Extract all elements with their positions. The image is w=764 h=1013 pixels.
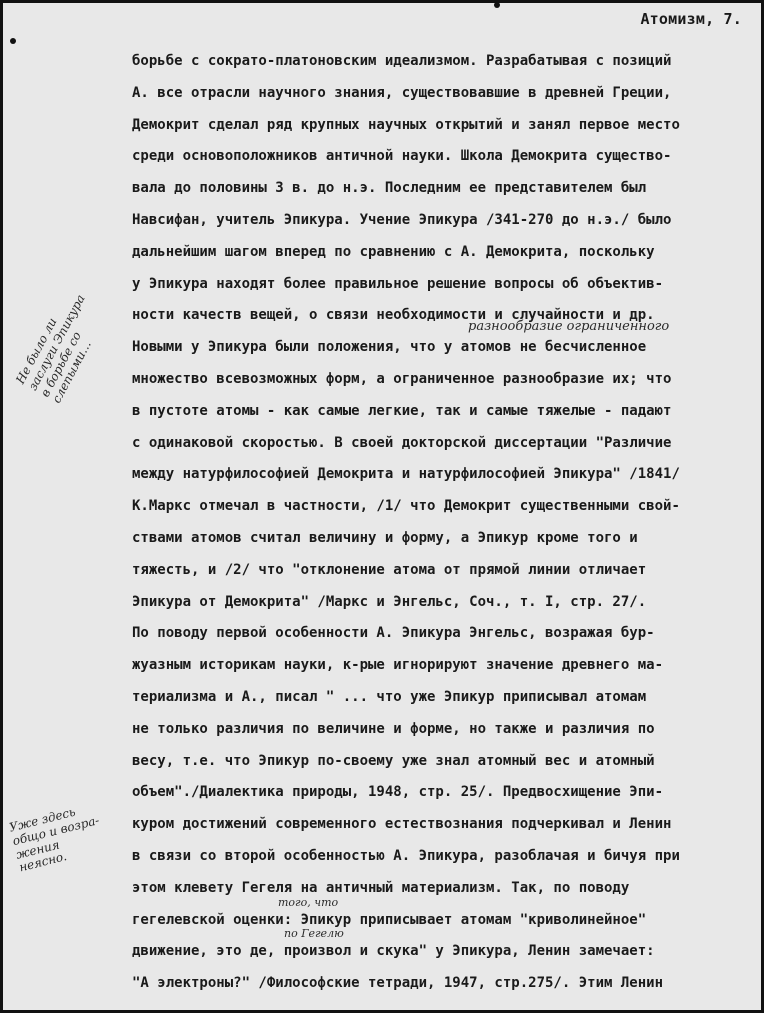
text-line: весу, т.е. что Эпикур по-своему уже знал атомный вес и атомный — [132, 752, 655, 769]
text-line: множество всевозможных форм, а ограниченное разнообразие их; что — [132, 370, 672, 387]
text-line: К.Маркс отмечал в частности, /1/ что Демокрит существенными свой- — [132, 498, 680, 515]
text-line: Новыми у Эпикура были положения, что у атомов не бесчисленное — [132, 339, 647, 356]
text-line: дальнейшим шагом вперед по сравнению с А. Демокрита, поскольку — [132, 243, 655, 260]
text-line: По поводу первой особенности А. Эпикура Энгельс, возражая бур- — [132, 625, 655, 642]
handwritten-margin-note: Не было ли заслуги Эпикура в борьбе со слепыми… — [13, 292, 95, 406]
handwritten-insertion: по Гегелю — [284, 927, 344, 940]
text-line: среди основоположников античной науки. Школа Демокрита существо- — [132, 148, 672, 165]
punch-hole — [10, 38, 16, 44]
text-line: у Эпикура находят более правильное решение вопросы об объектив- — [132, 275, 664, 292]
text-line: между натурфилософией Демокрита и натурфилософией Эпикура" /1841/ — [132, 466, 680, 483]
handwritten-margin-note: Уже здесь общо и возра- жения неясно. — [7, 804, 101, 875]
text-line: тяжесть, и /2/ что "отклонение атома от прямой линии отличает — [132, 561, 647, 578]
text-line: этом клевету Гегеля на античный материализм. Так, по поводу — [132, 879, 630, 896]
text-line: с одинаковой скоростью. В своей докторской диссертации "Различие — [132, 434, 672, 451]
text-line: борьбе с сократо-платоновским идеализмом. Разрабатывая с позиций — [132, 53, 672, 69]
typed-text-body — [132, 46, 762, 1000]
text-line: ствами атомов считал величину и форму, а Эпикур кроме того и — [132, 529, 638, 546]
text-line: объем"./Диалектика природы, 1948, стр. 25/. Предвосхищение Эпи- — [132, 784, 664, 801]
text-line: в связи со второй особенностью А. Эпикура, разоблачая и бичуя при — [132, 847, 680, 864]
text-line: Демокрит сделал ряд крупных научных открытий и занял первое место — [132, 116, 680, 133]
text-line: куром достижений современного естествознания подчеркивал и Ленин — [132, 816, 672, 833]
text-line: "А электроны?" /Философские тетради, 1947, стр.275/. Этим Ленин — [132, 975, 664, 992]
punch-hole — [494, 2, 500, 8]
text-line: териализма и А., писал " ... что уже Эпикур приписывал атомам — [132, 688, 647, 705]
text-line: вала до половины 3 в. до н.э. Последним ее представителем был — [132, 180, 647, 197]
handwritten-insertion: того, что — [278, 896, 339, 909]
text-line: движение, это де, произвол и скука" у Эпикура, Ленин замечает: — [132, 943, 655, 960]
text-line: жуазным историкам науки, к-рые игнорируют значение древнего ма- — [132, 657, 664, 674]
handwritten-insertion: разнообразие ограниченного — [468, 319, 670, 334]
text-line: ности качеств вещей, о связи необходимости и случайности и др. — [132, 307, 655, 324]
text-line: в пустоте атомы - как самые легкие, так и самые тяжелые - падают — [132, 402, 672, 419]
text-line: гегелевской оценки: Эпикур приписывает атомам "криволинейное" — [132, 911, 647, 928]
text-line: Навсифан, учитель Эпикура. Учение Эпикура /341-270 до н.э./ было — [132, 211, 672, 228]
text-line: А. все отрасли научного знания, существовавшие в древней Греции, — [132, 84, 672, 101]
text-line: не только различия по величине и форме, но также и различия по — [132, 720, 655, 737]
text-line: Эпикура от Демокрита" /Маркс и Энгельс, Соч., т. I, стр. 27/. — [132, 593, 647, 610]
page-header: Атомизм, 7. — [640, 10, 742, 28]
